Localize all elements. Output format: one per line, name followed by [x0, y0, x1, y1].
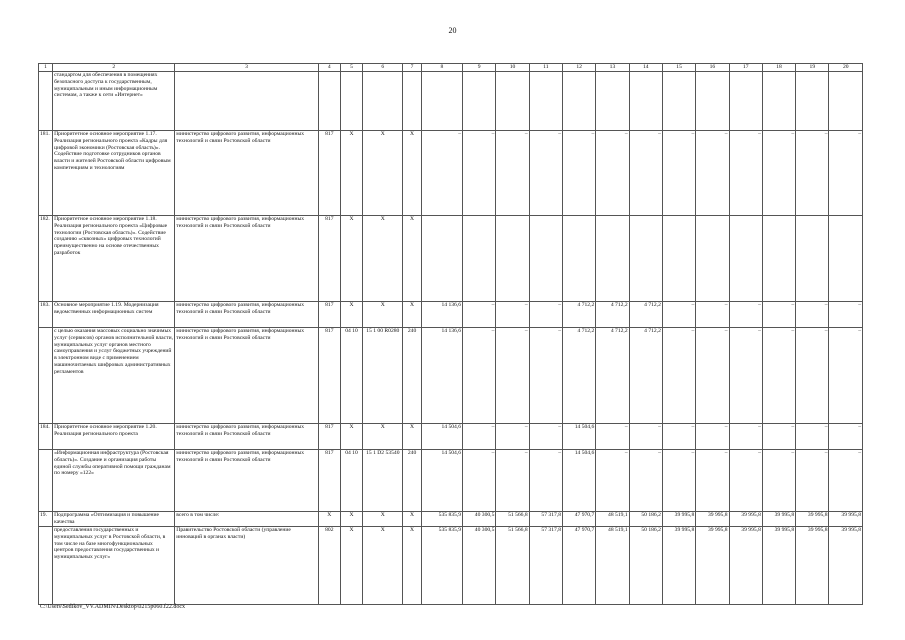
table-cell — [421, 72, 462, 131]
table-cell: 39 995,8 — [762, 527, 795, 605]
table-cell: – — [829, 131, 863, 216]
table-cell: Х — [403, 302, 421, 328]
table-cell: Х — [363, 302, 403, 328]
table-cell: Х — [340, 216, 362, 302]
table-cell: – — [729, 302, 762, 328]
table-cell: 39 995,8 — [796, 512, 829, 527]
table-cell: – — [529, 328, 562, 424]
table-cell: 39 995,8 — [696, 527, 729, 605]
table-cell — [363, 72, 403, 131]
column-number: 9 — [463, 64, 496, 72]
table-cell: – — [529, 302, 562, 328]
table-cell: – — [796, 450, 829, 512]
table-cell: – — [796, 424, 829, 450]
table-cell: – — [662, 328, 695, 424]
table-row — [39, 424, 863, 450]
table-cell: – — [463, 302, 496, 328]
table-cell: – — [463, 131, 496, 216]
table-cell: – — [829, 302, 863, 328]
table-cell — [596, 72, 629, 131]
table-cell: – — [796, 328, 829, 424]
table-cell: – — [829, 424, 863, 450]
table-cell: – — [596, 131, 629, 216]
table-cell: 14 504,6 — [562, 450, 595, 512]
table-cell: 14 136,6 — [421, 302, 462, 328]
header-row — [39, 64, 863, 72]
column-number: 7 — [403, 64, 421, 72]
table-cell: 817 — [318, 216, 340, 302]
column-number: 16 — [696, 64, 729, 72]
table-cell: Подпрограмма «Оптимизация и повышение качества — [53, 512, 175, 527]
table-cell: – — [729, 328, 762, 424]
table-cell: 4 712,2 — [629, 302, 662, 328]
table-cell: предоставления государственных и муниципальных услуг в Ростовской области, в том числе на базе многофункциональных центров предоставления государственных и муниципальных услуг» — [53, 527, 175, 605]
table-cell: – — [421, 131, 462, 216]
table-cell: Х — [363, 216, 403, 302]
table-cell: 535 835,9 — [421, 527, 462, 605]
table-cell: – — [529, 131, 562, 216]
table-cell: – — [729, 424, 762, 450]
table-cell: 15 1 D2 53540 — [363, 450, 403, 512]
table-cell: – — [629, 450, 662, 512]
table-cell: – — [496, 450, 529, 512]
table-cell — [729, 216, 762, 302]
table-row — [39, 216, 863, 302]
table-cell: – — [463, 424, 496, 450]
table-cell: 04 10 — [340, 328, 362, 424]
table-cell: Х — [403, 424, 421, 450]
table-cell — [39, 72, 53, 131]
table-cell: 39 995,8 — [796, 527, 829, 605]
table-cell — [729, 72, 762, 131]
table-cell: 4 712,2 — [596, 302, 629, 328]
table-cell: – — [729, 131, 762, 216]
table-cell: 14 136,6 — [421, 328, 462, 424]
table-cell: Приоритетное основное мероприятие 1.18. Реализация регионального проекта «Цифровые технологии (Ростовская область)». Содействие созданию «сквозных» цифровых технологий преимущественно на основе отечественных разработок — [53, 216, 175, 302]
table-cell: 04 10 — [340, 450, 362, 512]
table-cell: – — [463, 450, 496, 512]
table-cell: 14 504,6 — [562, 424, 595, 450]
table-cell: Х — [403, 131, 421, 216]
table-cell: – — [762, 131, 795, 216]
table-cell: 240 — [403, 328, 421, 424]
column-number: 2 — [53, 64, 175, 72]
table-row — [39, 450, 863, 512]
table-cell: 47 970,7 — [562, 512, 595, 527]
table-cell: – — [529, 424, 562, 450]
table-cell: «Информационная инфраструктура (Ростовская область)». Создание и организация работы единой службы оперативной помощи гражданам по номеру «122» — [53, 450, 175, 512]
table-cell: – — [529, 450, 562, 512]
table-cell: – — [496, 131, 529, 216]
table-cell — [421, 216, 462, 302]
table-cell — [403, 72, 421, 131]
table-cell: 240 — [403, 450, 421, 512]
table-cell: министерство цифрового развития, информационных технологий и связи Ростовской области — [175, 216, 318, 302]
table-cell — [529, 216, 562, 302]
table-cell — [340, 72, 362, 131]
table-cell: 535 835,9 — [421, 512, 462, 527]
table-cell: Х — [340, 302, 362, 328]
table-cell: 57 317,8 — [529, 527, 562, 605]
table-cell: – — [629, 424, 662, 450]
column-number: 12 — [562, 64, 595, 72]
table-cell: – — [829, 450, 863, 512]
table-cell: – — [696, 131, 729, 216]
table-cell — [39, 328, 53, 424]
table-cell: – — [596, 424, 629, 450]
table-cell: – — [696, 424, 729, 450]
table-cell — [829, 72, 863, 131]
table-cell: 14 504,6 — [421, 424, 462, 450]
table-cell: – — [696, 328, 729, 424]
table-cell: 51 566,8 — [496, 512, 529, 527]
table-cell: Х — [340, 131, 362, 216]
column-number: 14 — [629, 64, 662, 72]
table-cell: Приоритетное основное мероприятие 1.20. Реализация регионального проекта — [53, 424, 175, 450]
table-cell: – — [463, 328, 496, 424]
file-path: C:\Users\Sedikov_VV.ADMIN\Desktop\0215p060.f22.docx — [40, 604, 186, 610]
table-cell — [318, 72, 340, 131]
table-cell: 4 712,2 — [629, 328, 662, 424]
table-row — [39, 131, 863, 216]
table-cell: министерство цифрового развития, информационных технологий и связи Ростовской области — [175, 131, 318, 216]
table-cell: – — [496, 424, 529, 450]
table-cell: 817 — [318, 450, 340, 512]
table-cell — [529, 72, 562, 131]
table-cell: 39 995,8 — [662, 527, 695, 605]
table-cell — [562, 216, 595, 302]
table-cell: 182. — [39, 216, 53, 302]
table-cell: 184. — [39, 424, 53, 450]
table-cell — [39, 527, 53, 605]
table-cell: – — [762, 450, 795, 512]
column-number: 19 — [796, 64, 829, 72]
table-cell — [562, 72, 595, 131]
table-cell: Х — [403, 527, 421, 605]
table-cell: 51 566,8 — [496, 527, 529, 605]
table-cell: – — [696, 450, 729, 512]
table-cell: министерство цифрового развития, информационных технологий и связи Ростовской области — [175, 450, 318, 512]
column-number: 4 — [318, 64, 340, 72]
table-cell: 57 317,8 — [529, 512, 562, 527]
table-cell: с целью оказания массовых социально значимых услуг (сервисов) органов исполнительной власти, муниципальных услуг органов местного самоуправления и услуг бюджетных учреждений в электронном виде с применением машиночитаемых шифровых административных регламентов — [53, 328, 175, 424]
table-cell: 39 995,8 — [662, 512, 695, 527]
table-cell: 39 995,8 — [829, 527, 863, 605]
table-cell: – — [796, 131, 829, 216]
table-cell: Х — [363, 131, 403, 216]
table-cell — [39, 450, 53, 512]
table-cell: Х — [403, 216, 421, 302]
table-cell: – — [662, 131, 695, 216]
table-cell — [463, 72, 496, 131]
table-cell — [596, 216, 629, 302]
table-cell: Х — [318, 512, 340, 527]
column-number: 15 — [662, 64, 695, 72]
table-cell: Х — [363, 424, 403, 450]
table-cell: Х — [340, 527, 362, 605]
table-cell: 817 — [318, 424, 340, 450]
table-cell: 181. — [39, 131, 53, 216]
table-cell: 19. — [39, 512, 53, 527]
table-cell — [696, 216, 729, 302]
table-cell — [662, 72, 695, 131]
column-number: 10 — [496, 64, 529, 72]
table-cell: 183. — [39, 302, 53, 328]
column-number: 13 — [596, 64, 629, 72]
table-cell: 4 712,2 — [596, 328, 629, 424]
budget-table — [38, 63, 863, 605]
table-cell: – — [662, 302, 695, 328]
table-cell: – — [762, 328, 795, 424]
table-cell — [829, 216, 863, 302]
table-cell — [463, 216, 496, 302]
table-cell: 40 300,5 — [463, 527, 496, 605]
table-cell: Правительство Ростовской области (управление инноваций в органах власти) — [175, 527, 318, 605]
table-cell: 39 995,8 — [762, 512, 795, 527]
table-cell: – — [796, 302, 829, 328]
table-cell: – — [762, 302, 795, 328]
table-row — [39, 328, 863, 424]
table-cell — [629, 72, 662, 131]
column-number: 5 — [340, 64, 362, 72]
table-cell: 817 — [318, 302, 340, 328]
table-cell: Х — [340, 424, 362, 450]
table-cell: – — [662, 424, 695, 450]
table-cell: 802 — [318, 527, 340, 605]
column-number: 6 — [363, 64, 403, 72]
table-cell — [175, 72, 318, 131]
page-number: 20 — [448, 26, 457, 35]
table-cell: – — [562, 131, 595, 216]
table-cell: стандартом для обеспечения в помещениях безопасного доступа к государственным, муниципальным и иным информационным системам, а также к сети «Интернет» — [53, 72, 175, 131]
table-cell — [496, 216, 529, 302]
table-cell: 50 186,2 — [629, 527, 662, 605]
table-cell: – — [629, 131, 662, 216]
table-cell: 48 519,1 — [596, 527, 629, 605]
table-cell: – — [696, 302, 729, 328]
table-cell: – — [496, 328, 529, 424]
table-cell: 817 — [318, 131, 340, 216]
table-cell: – — [662, 450, 695, 512]
column-number: 3 — [175, 64, 318, 72]
table-cell — [696, 72, 729, 131]
table-row — [39, 72, 863, 131]
table-cell: Х — [340, 512, 362, 527]
column-number: 17 — [729, 64, 762, 72]
table-cell: министерство цифрового развития, информационных технологий и связи Ростовской области — [175, 302, 318, 328]
table-cell: Х — [403, 512, 421, 527]
table-cell: Приоритетное основное мероприятие 1.17. Реализация регионального проекта «Кадры для цифровой экономики (Ростовская область)». Содействие подготовке сотрудников органов власти и жителей Ростовской области цифровым компетенциям и технологиям — [53, 131, 175, 216]
table-cell: 4 712,2 — [562, 328, 595, 424]
table-cell — [762, 216, 795, 302]
table-cell — [629, 216, 662, 302]
table-cell: 48 519,1 — [596, 512, 629, 527]
table-cell: 39 995,8 — [829, 512, 863, 527]
column-number: 18 — [762, 64, 795, 72]
table-cell: 4 712,2 — [562, 302, 595, 328]
table-cell: 47 970,7 — [562, 527, 595, 605]
table-row — [39, 512, 863, 527]
table-cell: – — [496, 302, 529, 328]
table-cell: – — [729, 450, 762, 512]
table-cell: – — [762, 424, 795, 450]
table-cell: – — [829, 328, 863, 424]
table-cell — [796, 216, 829, 302]
table-cell: – — [596, 450, 629, 512]
table-cell: 40 300,5 — [463, 512, 496, 527]
table-cell: министерство цифрового развития, информационных технологий и связи Ростовской области — [175, 424, 318, 450]
table-cell — [496, 72, 529, 131]
column-number: 8 — [421, 64, 462, 72]
table-cell: Х — [363, 512, 403, 527]
table-cell: 817 — [318, 328, 340, 424]
table-row — [39, 302, 863, 328]
column-number: 20 — [829, 64, 863, 72]
table-cell — [796, 72, 829, 131]
table-cell — [662, 216, 695, 302]
table-cell: Х — [363, 527, 403, 605]
table-cell: 15 1 00 R0280 — [363, 328, 403, 424]
column-number: 11 — [529, 64, 562, 72]
table-cell: Основное мероприятие 1.19. Модернизация ведомственных информационных систем — [53, 302, 175, 328]
table-cell: всего в том числе: — [175, 512, 318, 527]
table-cell: министерство цифрового развития, информационных технологий и связи Ростовской области — [175, 328, 318, 424]
table-cell: 14 504,6 — [421, 450, 462, 512]
table-cell: 39 995,8 — [729, 512, 762, 527]
table-row — [39, 527, 863, 605]
table-cell: 50 186,2 — [629, 512, 662, 527]
column-number: 1 — [39, 64, 53, 72]
table-cell — [762, 72, 795, 131]
table-cell: 39 995,8 — [729, 527, 762, 605]
table-cell: 39 995,8 — [696, 512, 729, 527]
